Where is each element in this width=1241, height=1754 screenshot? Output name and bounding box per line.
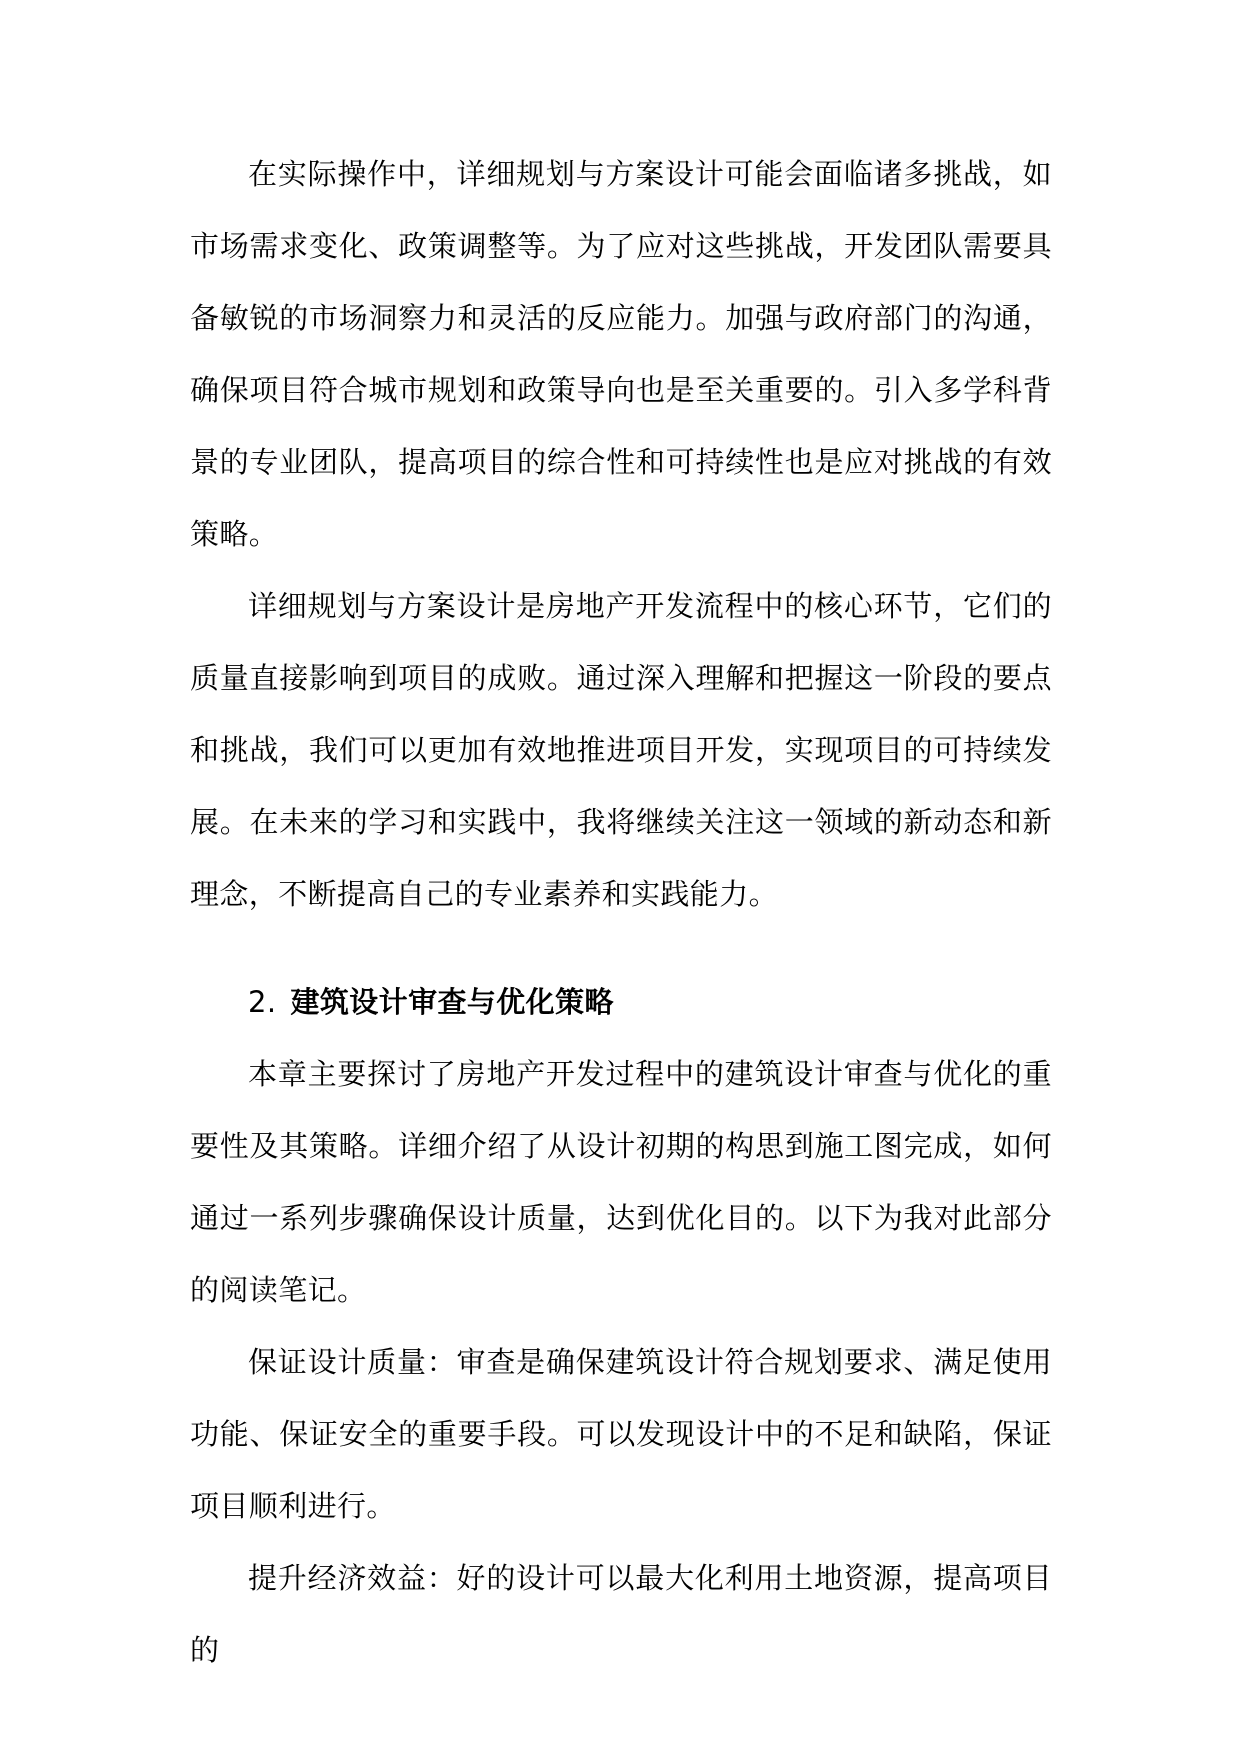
- paragraph-quality: 保证设计质量：审查是确保建筑设计符合规划要求、满足使用功能、保证安全的重要手段。可以发现设计中的不足和缺陷，保证项目顺利进行。: [190, 1345, 1052, 1523]
- paragraph-economic: 提升经济效益：好的设计可以最大化利用土地资源，提高项目的: [190, 1561, 1052, 1667]
- section-heading: [190, 930, 1052, 1038]
- paragraph-challenges: 在实际操作中，详细规划与方案设计可能会面临诸多挑战，如市场需求变化、政策调整等。为了应对这些挑战，开发团队需要具备敏锐的市场洞察力和灵活的反应能力。加强与政府部门的沟通，确保项目符合城市规划和政策导向也是至关重要的。引入多学科背景的专业团队，提高项目的综合性和可持续性也是应对挑战的有效策略。: [190, 157, 1052, 551]
- section-number: 2.: [248, 985, 277, 1019]
- section-title: 建筑设计审查与优化策略: [290, 985, 614, 1019]
- paragraph-summary: 详细规划与方案设计是房地产开发流程中的核心环节，它们的质量直接影响到项目的成败。通过深入理解和把握这一阶段的要点和挑战，我们可以更加有效地推进项目开发，实现项目的可持续发展。在未来的学习和实践中，我将继续关注这一领域的新动态和新理念，不断提高自己的专业素养和实践能力。: [190, 589, 1052, 911]
- document-body: [190, 138, 1052, 1686]
- paragraph-intro: 本章主要探讨了房地产开发过程中的建筑设计审查与优化的重要性及其策略。详细介绍了从设计初期的构思到施工图完成，如何通过一系列步骤确保设计质量，达到优化目的。以下为我对此部分的阅读笔记。: [190, 1057, 1052, 1307]
